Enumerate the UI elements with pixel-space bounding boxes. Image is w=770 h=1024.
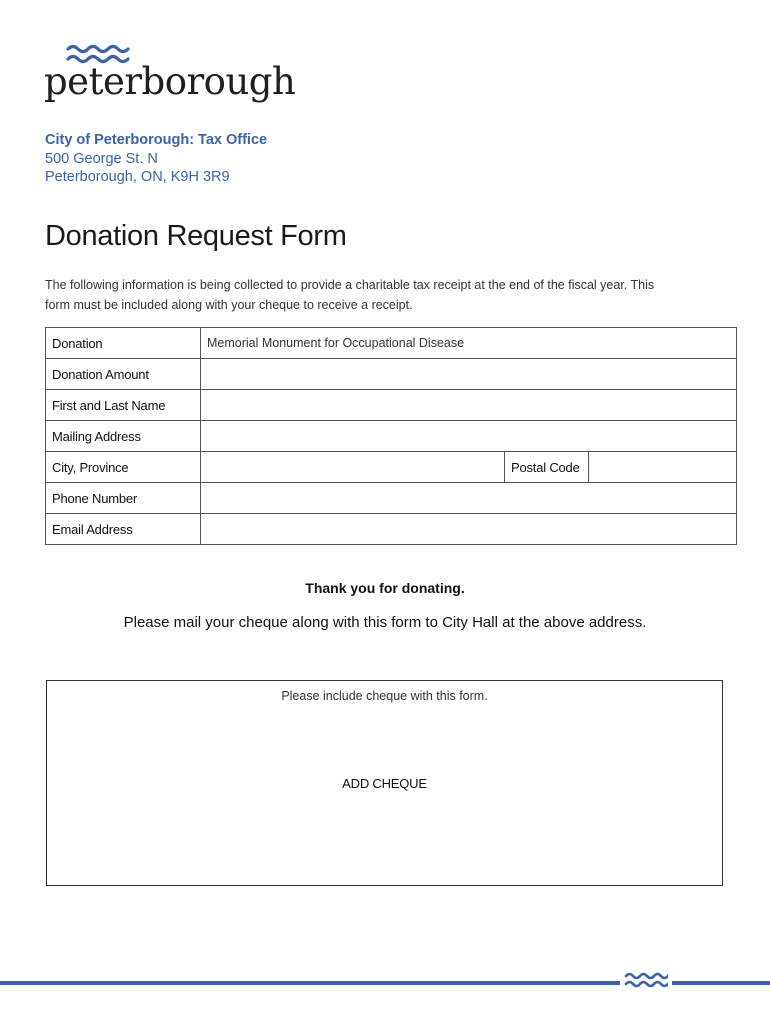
postal-code-field[interactable] xyxy=(589,452,737,483)
office-city: Peterborough, ON, K9H 3R9 xyxy=(45,169,230,185)
postal-code-label: Postal Code xyxy=(505,452,589,483)
form-intro xyxy=(45,275,735,315)
table-row xyxy=(46,452,737,483)
donation-label: Donation xyxy=(46,328,201,359)
email-address-label: Email Address xyxy=(46,514,201,545)
name-label: First and Last Name xyxy=(46,390,201,421)
office-address xyxy=(45,131,267,187)
mail-instructions: Please mail your cheque along with this form to City Hall at the above address. xyxy=(123,614,647,631)
page-title: Donation Request Form xyxy=(45,220,347,252)
waves-icon xyxy=(620,971,672,989)
intro-line-2: form must be included along with your cheque to receive a receipt. xyxy=(45,298,413,312)
donation-amount-label: Donation Amount xyxy=(46,359,201,390)
logo-wordmark: peterborough xyxy=(44,60,296,103)
email-address-field[interactable] xyxy=(201,514,737,545)
phone-number-field[interactable] xyxy=(201,483,737,514)
donation-fields-table xyxy=(45,327,737,545)
mailing-address-field[interactable] xyxy=(201,421,737,452)
donation-field[interactable]: Memorial Monument for Occupational Disease xyxy=(201,328,737,359)
thank-you-message: Thank you for donating. xyxy=(305,580,465,596)
table-row xyxy=(46,390,737,421)
table-row xyxy=(46,514,737,545)
table-row xyxy=(46,421,737,452)
intro-line-1: The following information is being collected to provide a charitable tax receipt at the end of the fiscal year. This xyxy=(45,278,655,292)
mailing-address-label: Mailing Address xyxy=(46,421,201,452)
phone-number-label: Phone Number xyxy=(46,483,201,514)
table-row xyxy=(46,359,737,390)
city-province-field[interactable] xyxy=(201,452,505,483)
name-field[interactable] xyxy=(201,390,737,421)
donation-amount-field[interactable] xyxy=(201,359,737,390)
peterborough-logo xyxy=(44,44,296,106)
office-street: 500 George St. N xyxy=(45,150,158,167)
city-province-label: City, Province xyxy=(46,452,201,483)
cheque-upload-area[interactable] xyxy=(46,680,723,886)
table-row xyxy=(46,328,737,359)
table-row xyxy=(46,483,737,514)
office-name: City of Peterborough: Tax Office xyxy=(45,132,268,148)
add-cheque-button[interactable]: ADD CHEQUE xyxy=(342,776,427,791)
cheque-note: Please include cheque with this form. xyxy=(281,689,488,703)
